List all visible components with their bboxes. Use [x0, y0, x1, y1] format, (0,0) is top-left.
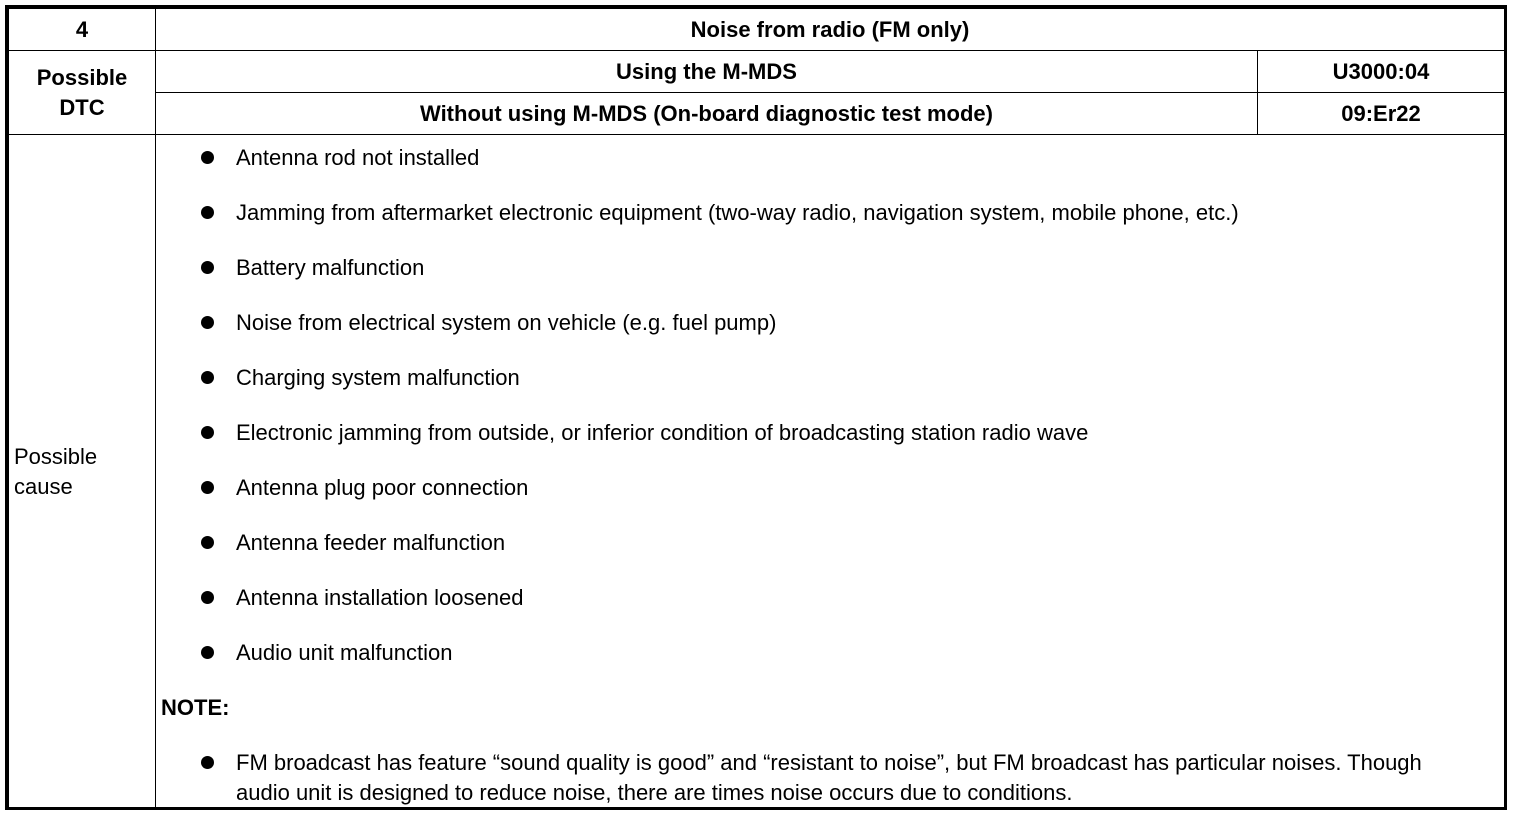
- dtc-row-mmds: [9, 51, 1505, 93]
- cause-item-text: Jamming from aftermarket electronic equipment (two-way radio, navigation system, mobile phone, etc.): [236, 200, 1239, 225]
- cause-item: [201, 308, 1504, 363]
- step-number: 4: [9, 9, 156, 51]
- note-item: [201, 748, 1504, 808]
- bullet-icon: [201, 316, 214, 329]
- cause-item-text: Battery malfunction: [236, 255, 425, 280]
- diagnostic-sheet: [5, 5, 1507, 810]
- bullet-icon: [201, 206, 214, 219]
- dtc-code-mmds: U3000:04: [1258, 51, 1505, 93]
- header-row: [9, 9, 1505, 51]
- cause-item-text: Noise from electrical system on vehicle (e.g. fuel pump): [236, 310, 777, 335]
- dtc-method-onboard: Without using M-MDS (On-board diagnostic test mode): [156, 93, 1258, 135]
- bullet-icon: [201, 481, 214, 494]
- cause-item: [201, 143, 1504, 198]
- bullet-icon: [201, 646, 214, 659]
- note-title: NOTE:: [161, 695, 230, 720]
- cause-content: [156, 135, 1505, 809]
- cause-list: [156, 143, 1504, 693]
- dtc-method-mmds: Using the M-MDS: [156, 51, 1258, 93]
- bullet-icon: [201, 426, 214, 439]
- diagnostic-table: [8, 8, 1505, 809]
- dtc-code-onboard: 09:Er22: [1258, 93, 1505, 135]
- cause-label: [9, 135, 156, 809]
- bullet-icon: [201, 151, 214, 164]
- cause-item: [201, 528, 1504, 583]
- bullet-icon: [201, 591, 214, 604]
- cause-item-text: Audio unit malfunction: [236, 640, 453, 665]
- dtc-label: [9, 51, 156, 135]
- cause-item-text: Antenna installation loosened: [236, 585, 524, 610]
- cause-item: [201, 473, 1504, 528]
- cause-label-text: Possible cause: [14, 443, 98, 499]
- cause-item: [201, 363, 1504, 418]
- symptom-title: Noise from radio (FM only): [156, 9, 1505, 51]
- cause-item-text: Charging system malfunction: [236, 365, 520, 390]
- cause-item-text: Antenna feeder malfunction: [236, 530, 506, 555]
- cause-item: [201, 418, 1504, 473]
- note-item-text: FM broadcast has feature “sound quality is good” and “resistant to noise”, but FM broadcast has particular noises. Though audio unit is designed to reduce noise, there are times noise occurs due to conditions.: [236, 750, 1422, 805]
- cause-item: [201, 638, 1504, 693]
- note-list: [156, 748, 1504, 808]
- cause-row: [9, 135, 1505, 809]
- cause-item: [201, 198, 1504, 253]
- cause-item-text: Antenna plug poor connection: [236, 475, 529, 500]
- dtc-row-onboard: [9, 93, 1505, 135]
- bullet-icon: [201, 261, 214, 274]
- cause-item-text: Electronic jamming from outside, or inferior condition of broadcasting station radio wave: [236, 420, 1089, 445]
- bullet-icon: [201, 536, 214, 549]
- dtc-label-text: Possible DTC: [36, 64, 128, 120]
- bullet-icon: [201, 756, 214, 769]
- cause-item-text: Antenna rod not installed: [236, 145, 480, 170]
- cause-item: [201, 253, 1504, 308]
- bullet-icon: [201, 371, 214, 384]
- cause-item: [201, 583, 1504, 638]
